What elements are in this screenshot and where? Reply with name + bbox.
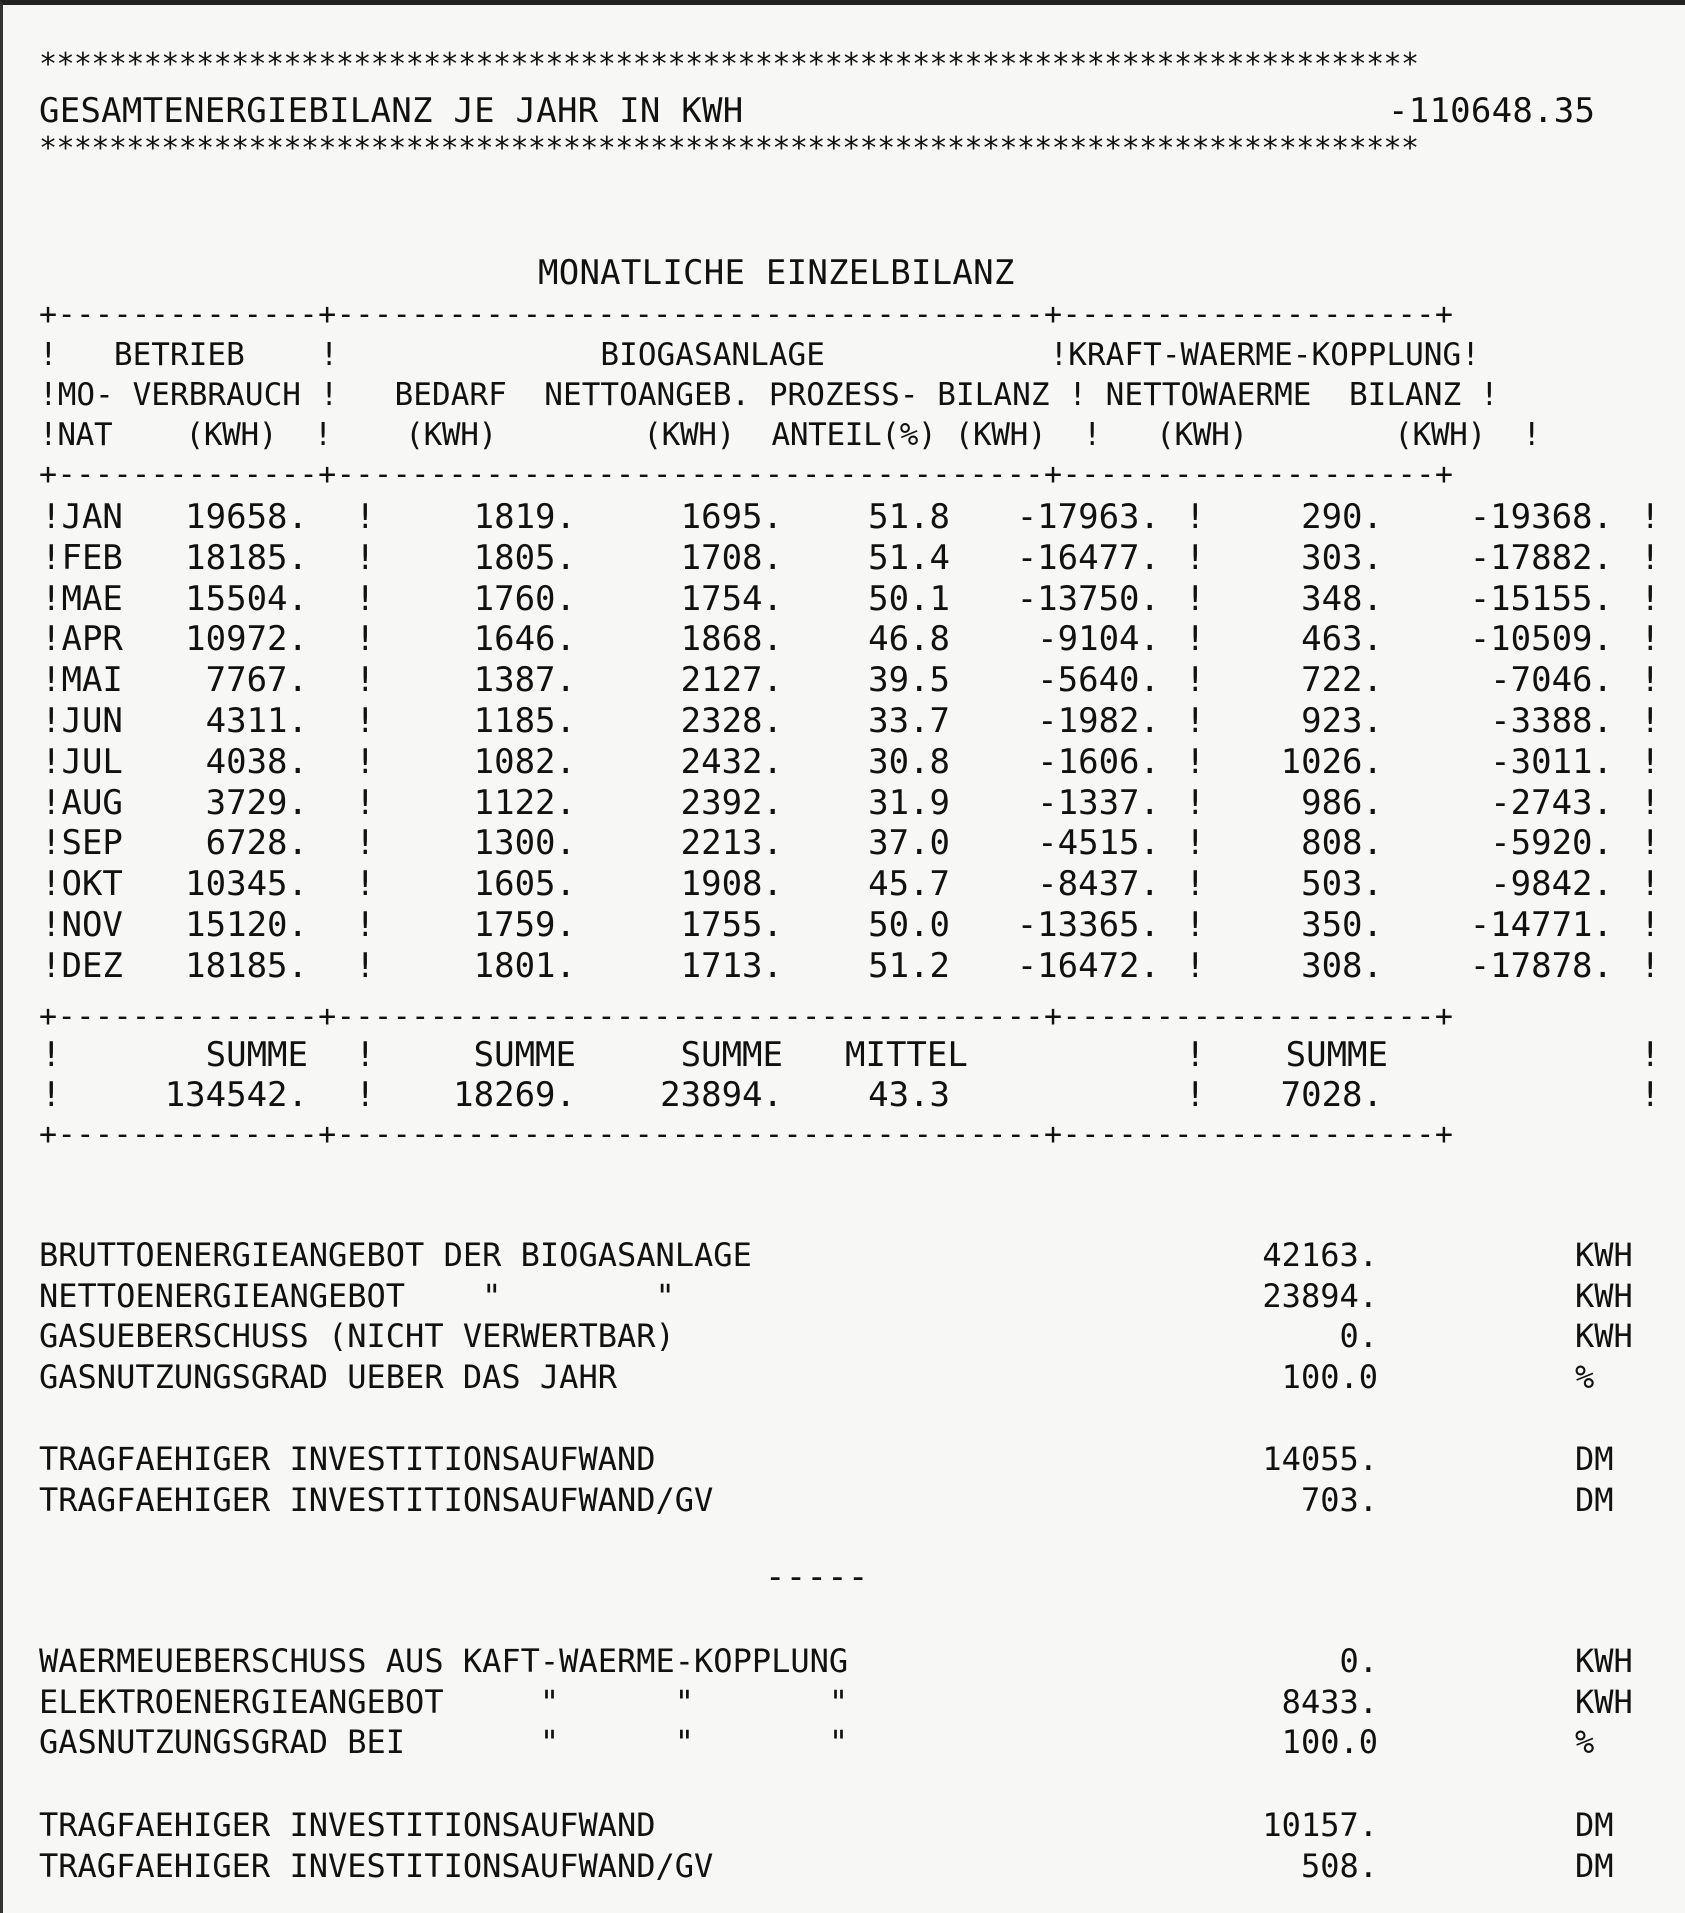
bedarf-cell: 1760.: [473, 578, 576, 619]
table-border: !: [1185, 945, 1206, 986]
table-border: !: [1640, 1075, 1661, 1115]
table-rule: +--------------+--------------------------------------+--------------------+: [39, 457, 1454, 492]
nettoangebot-cell: 1713.: [680, 945, 783, 986]
kwk-bilanz-cell: -17878.: [1469, 945, 1613, 986]
verbrauch-cell: 15504.: [185, 578, 308, 619]
nettoangebot-cell: 2328.: [680, 701, 783, 741]
table-header-row-1: ! BETRIEB ! BIOGASANLAGE !KRAFT-WAERME-KOPPLUNG!: [39, 337, 1480, 373]
prozessanteil-cell: 39.5: [868, 660, 950, 701]
kwk-bilanz-cell: -19368.: [1469, 497, 1613, 537]
nettoangebot-cell: 1868.: [680, 619, 783, 660]
biogas-bilanz-cell: -5640.: [1037, 660, 1160, 701]
summary-value: 8433.: [1281, 1682, 1378, 1721]
bedarf-cell: 1300.: [473, 823, 576, 864]
nettowaerme-cell: 923.: [1301, 701, 1383, 741]
table-header-row-2: !MO- VERBRAUCH ! BEDARF NETTOANGEB. PROZESS- BILANZ ! NETTOWAERME BILANZ !: [39, 377, 1499, 413]
kwk-bilanz-cell: -17882.: [1469, 537, 1613, 578]
table-border: !: [355, 701, 376, 741]
nettowaerme-cell: 722.: [1301, 660, 1383, 701]
table-header-row-3: !NAT (KWH) ! (KWH) (KWH) ANTEIL(%) (KWH) ! (KWH) (KWH) !: [39, 417, 1541, 453]
nettoangebot-cell: 1908.: [680, 864, 783, 905]
table-row: [3, 579, 1685, 619]
biogas-bilanz-cell: -1982.: [1037, 701, 1160, 741]
summary-value: 703.: [1300, 1480, 1378, 1519]
verbrauch-cell: 4311.: [205, 701, 308, 741]
bedarf-cell: 1801.: [473, 945, 576, 986]
table-border: !: [1640, 782, 1661, 823]
summary-label: WAERMEUEBERSCHUSS AUS KAFT-WAERME-KOPPLUNG: [39, 1642, 849, 1680]
bedarf-cell: 1082.: [473, 741, 576, 782]
biogas-bilanz-cell: -13750.: [1016, 578, 1160, 619]
biogas-bilanz-cell: -1337.: [1037, 782, 1160, 823]
nettowaerme-cell: 503.: [1301, 864, 1383, 905]
bedarf-cell: 1185.: [473, 701, 576, 741]
nettowaerme-cell: 348.: [1301, 578, 1383, 619]
prozessanteil-cell: 37.0: [868, 823, 950, 864]
verbrauch-cell: 6728.: [205, 823, 308, 864]
prozessanteil-cell: 31.9: [868, 782, 950, 823]
table-row: [3, 864, 1685, 904]
sum-label-netto: SUMME: [680, 1035, 783, 1075]
sum-label-bedarf: SUMME: [473, 1035, 576, 1075]
table-rule: +--------------+--------------------------------------+--------------------+: [39, 297, 1454, 332]
month-cell: !SEP: [41, 823, 123, 864]
summary-label: GASNUTZUNGSGRAD BEI " " ": [39, 1723, 849, 1761]
sum-bedarf: 18269.: [453, 1075, 576, 1115]
table-border: !: [1640, 660, 1661, 701]
table-sum-value-row: [3, 1075, 1685, 1115]
table-border: !: [355, 945, 376, 986]
table-border: !: [1185, 1075, 1206, 1115]
table-border: !: [355, 823, 376, 864]
bedarf-cell: 1759.: [473, 905, 576, 945]
table-rule: +--------------+--------------------------------------+--------------------+: [39, 1117, 1454, 1152]
nettowaerme-cell: 808.: [1301, 823, 1383, 864]
bedarf-cell: 1122.: [473, 782, 576, 823]
table-border: !: [1185, 823, 1206, 864]
table-row: [3, 823, 1685, 863]
nettowaerme-cell: 290.: [1301, 497, 1383, 537]
table-border: !: [355, 1035, 376, 1075]
sum-label-waerme: SUMME: [1285, 1035, 1388, 1075]
nettowaerme-cell: 308.: [1301, 945, 1383, 986]
prozessanteil-cell: 51.2: [868, 945, 950, 986]
nettoangebot-cell: 1695.: [680, 497, 783, 537]
table-row: [3, 946, 1685, 986]
biogas-bilanz-cell: -16472.: [1016, 945, 1160, 986]
nettoangebot-cell: 2432.: [680, 741, 783, 782]
verbrauch-cell: 3729.: [205, 782, 308, 823]
section-separator: -----: [765, 1557, 869, 1597]
summary-value: 23894.: [1262, 1276, 1378, 1315]
table-border: !: [355, 619, 376, 660]
table-border: !: [1185, 578, 1206, 619]
summary-unit: %: [1575, 1723, 1595, 1761]
summary-value: 0.: [1339, 1317, 1378, 1355]
biogas-bilanz-cell: -16477.: [1016, 537, 1160, 578]
table-border: !: [1640, 905, 1661, 945]
nettoangebot-cell: 2127.: [680, 660, 783, 701]
kwk-bilanz-cell: -2743.: [1490, 782, 1613, 823]
biogas-bilanz-cell: -1606.: [1037, 741, 1160, 782]
summary-unit: DM: [1575, 1440, 1614, 1478]
kwk-bilanz-cell: -14771.: [1469, 905, 1613, 945]
month-cell: !AUG: [41, 782, 123, 823]
table-border: !: [1185, 1035, 1206, 1075]
mean-label-anteil: MITTEL: [845, 1035, 968, 1075]
biogas-bilanz-cell: -4515.: [1037, 823, 1160, 864]
biogas-bilanz-cell: -8437.: [1037, 864, 1160, 905]
table-row: [3, 619, 1685, 659]
nettowaerme-cell: 1026.: [1280, 741, 1383, 782]
table-border: !: [1185, 741, 1206, 782]
table-row: [3, 905, 1685, 945]
month-cell: !JUL: [41, 741, 123, 782]
summary-unit: KWH: [1575, 1276, 1633, 1315]
summary-value: 10157.: [1262, 1806, 1378, 1844]
summary-label: TRAGFAEHIGER INVESTITIONSAUFWAND: [39, 1806, 656, 1844]
prozessanteil-cell: 33.7: [868, 701, 950, 741]
table-border: !: [1640, 578, 1661, 619]
kwk-bilanz-cell: -10509.: [1469, 619, 1613, 660]
table-sum-label-row: [3, 1035, 1685, 1075]
summary-value: 100.0: [1281, 1723, 1378, 1761]
prozessanteil-cell: 51.8: [868, 497, 950, 537]
table-border: !: [41, 1075, 62, 1115]
table-border: !: [1185, 660, 1206, 701]
prozessanteil-cell: 50.1: [868, 578, 950, 619]
nettowaerme-cell: 303.: [1301, 537, 1383, 578]
bedarf-cell: 1805.: [473, 537, 576, 578]
table-rule: +--------------+--------------------------------------+--------------------+: [39, 999, 1454, 1034]
table-border: !: [355, 578, 376, 619]
table-row: [3, 538, 1685, 578]
nettoangebot-cell: 2213.: [680, 823, 783, 864]
bedarf-cell: 1605.: [473, 864, 576, 905]
table-border: !: [1185, 905, 1206, 945]
verbrauch-cell: 19658.: [185, 497, 308, 537]
kwk-bilanz-cell: -7046.: [1490, 660, 1613, 701]
summary-value: 0.: [1339, 1642, 1378, 1680]
table-border: !: [1185, 537, 1206, 578]
table-border: !: [355, 1075, 376, 1115]
verbrauch-cell: 15120.: [185, 905, 308, 945]
summary-label: ELEKTROENERGIEANGEBOT " " ": [39, 1682, 849, 1721]
nettoangebot-cell: 2392.: [680, 782, 783, 823]
table-border: !: [1185, 497, 1206, 537]
verbrauch-cell: 7767.: [205, 660, 308, 701]
table-caption: MONATLICHE EINZELBILANZ: [538, 253, 1015, 293]
table-border: !: [355, 905, 376, 945]
sum-netto: 23894.: [660, 1075, 783, 1115]
verbrauch-cell: 10345.: [185, 864, 308, 905]
table-border: !: [1640, 1035, 1661, 1075]
kwk-bilanz-cell: -3011.: [1490, 741, 1613, 782]
summary-label: GASNUTZUNGSGRAD UEBER DAS JAHR: [39, 1357, 617, 1396]
table-border: !: [1185, 701, 1206, 741]
summary-label: NETTOENERGIEANGEBOT " ": [39, 1276, 675, 1315]
biogas-bilanz-cell: -9104.: [1037, 619, 1160, 660]
nettoangebot-cell: 1708.: [680, 537, 783, 578]
table-border: !: [355, 782, 376, 823]
prozessanteil-cell: 50.0: [868, 905, 950, 945]
sum-verbrauch: 134542.: [164, 1075, 308, 1115]
month-cell: !MAI: [41, 660, 123, 701]
table-row: [3, 742, 1685, 782]
summary-unit: KWH: [1575, 1317, 1633, 1355]
summary-unit: %: [1575, 1357, 1595, 1396]
summary-label: TRAGFAEHIGER INVESTITIONSAUFWAND: [39, 1440, 656, 1478]
nettoangebot-cell: 1755.: [680, 905, 783, 945]
month-cell: !JAN: [41, 497, 123, 537]
verbrauch-cell: 18185.: [185, 945, 308, 986]
verbrauch-cell: 10972.: [185, 619, 308, 660]
table-border: !: [41, 1035, 62, 1075]
table-border: !: [355, 864, 376, 905]
table-border: !: [1640, 823, 1661, 864]
table-border: !: [1185, 619, 1206, 660]
month-cell: !OKT: [41, 864, 123, 905]
summary-value: 508.: [1300, 1846, 1378, 1885]
kwk-bilanz-cell: -3388.: [1490, 701, 1613, 741]
nettoangebot-cell: 1754.: [680, 578, 783, 619]
summary-label: BRUTTOENERGIEANGEBOT DER BIOGASANLAGE: [39, 1236, 752, 1274]
table-row: [3, 660, 1685, 700]
table-border: !: [1640, 537, 1661, 578]
sum-waerme: 7028.: [1280, 1075, 1383, 1115]
summary-unit: DM: [1575, 1806, 1614, 1844]
summary-label: TRAGFAEHIGER INVESTITIONSAUFWAND/GV: [39, 1846, 714, 1885]
table-border: !: [355, 660, 376, 701]
summary-label: TRAGFAEHIGER INVESTITIONSAUFWAND/GV: [39, 1480, 714, 1519]
total-balance: -110648.35: [1388, 91, 1596, 131]
summary-value: 14055.: [1262, 1440, 1378, 1478]
kwk-bilanz-cell: -15155.: [1469, 578, 1613, 619]
summary-value: 42163.: [1262, 1236, 1378, 1274]
mean-anteil: 43.3: [868, 1075, 950, 1115]
summary-unit: KWH: [1575, 1236, 1633, 1274]
bedarf-cell: 1646.: [473, 619, 576, 660]
nettowaerme-cell: 986.: [1301, 782, 1383, 823]
table-border: !: [1185, 864, 1206, 905]
verbrauch-cell: 4038.: [205, 741, 308, 782]
page-title: GESAMTENERGIEBILANZ JE JAHR IN KWH: [39, 91, 744, 131]
table-border: !: [355, 537, 376, 578]
month-cell: !APR: [41, 619, 123, 660]
summary-value: 100.0: [1281, 1357, 1378, 1396]
nettowaerme-cell: 463.: [1301, 619, 1383, 660]
prozessanteil-cell: 51.4: [868, 537, 950, 578]
table-row: [3, 783, 1685, 823]
summary-label: GASUEBERSCHUSS (NICHT VERWERTBAR): [39, 1317, 675, 1355]
star-rule-top: *******************************************************************************: [39, 47, 1419, 82]
table-border: !: [355, 497, 376, 537]
prozessanteil-cell: 30.8: [868, 741, 950, 782]
table-border: !: [1640, 945, 1661, 986]
prozessanteil-cell: 46.8: [868, 619, 950, 660]
table-border: !: [1185, 782, 1206, 823]
table-border: !: [1640, 864, 1661, 905]
bedarf-cell: 1819.: [473, 497, 576, 537]
table-border: !: [1640, 741, 1661, 782]
nettowaerme-cell: 350.: [1301, 905, 1383, 945]
month-cell: !MAE: [41, 578, 123, 619]
summary-unit: DM: [1575, 1846, 1614, 1885]
bedarf-cell: 1387.: [473, 660, 576, 701]
kwk-bilanz-cell: -9842.: [1490, 864, 1613, 905]
table-row: [3, 497, 1685, 537]
month-cell: !NOV: [41, 905, 123, 945]
month-cell: !DEZ: [41, 945, 123, 986]
table-border: !: [355, 741, 376, 782]
month-cell: !JUN: [41, 701, 123, 741]
biogas-bilanz-cell: -17963.: [1016, 497, 1160, 537]
summary-unit: KWH: [1575, 1682, 1633, 1721]
table-border: !: [1640, 701, 1661, 741]
summary-unit: KWH: [1575, 1642, 1633, 1680]
sum-label-verbrauch: SUMME: [205, 1035, 308, 1075]
month-cell: !FEB: [41, 537, 123, 578]
table-row: [3, 701, 1685, 741]
table-border: !: [1640, 619, 1661, 660]
star-rule-bottom: *******************************************************************************: [39, 131, 1419, 166]
verbrauch-cell: 18185.: [185, 537, 308, 578]
kwk-bilanz-cell: -5920.: [1490, 823, 1613, 864]
summary-unit: DM: [1575, 1480, 1614, 1519]
biogas-bilanz-cell: -13365.: [1016, 905, 1160, 945]
table-border: !: [1640, 497, 1661, 537]
prozessanteil-cell: 45.7: [868, 864, 950, 905]
